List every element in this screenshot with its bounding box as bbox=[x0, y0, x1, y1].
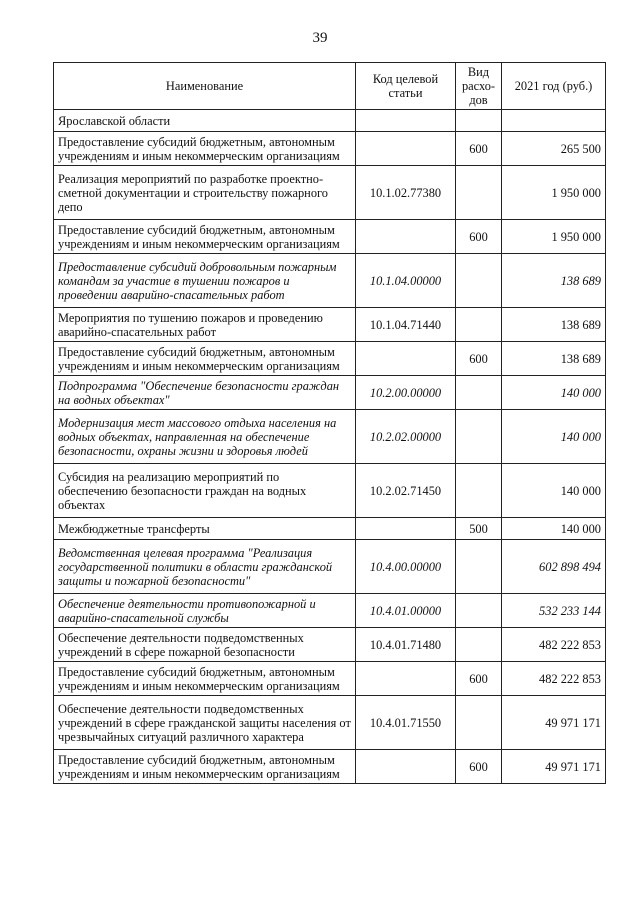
cell-name: Ведомственная целевая программа "Реализация государственной политики в области гражданской защиты и пожарной безопасности" bbox=[54, 540, 356, 594]
cell-name: Предоставление субсидий добровольным пожарным командам за участие в тушении пожаров и проведении аварийно-спасательных работ bbox=[54, 254, 356, 308]
cell-type bbox=[456, 540, 502, 594]
table-row bbox=[54, 464, 606, 518]
cell-code: 10.4.01.71550 bbox=[356, 696, 456, 750]
cell-type bbox=[456, 166, 502, 220]
cell-name: Подпрограмма "Обеспечение безопасности граждан на водных объектах" bbox=[54, 376, 356, 410]
cell-code bbox=[356, 220, 456, 254]
table-row bbox=[54, 220, 606, 254]
cell-code: 10.4.00.00000 bbox=[356, 540, 456, 594]
cell-code bbox=[356, 518, 456, 540]
table-row bbox=[54, 696, 606, 750]
cell-code bbox=[356, 110, 456, 132]
cell-type bbox=[456, 376, 502, 410]
header-type: Вид расхо-дов bbox=[456, 63, 502, 110]
cell-type: 600 bbox=[456, 220, 502, 254]
table-row bbox=[54, 750, 606, 784]
cell-type: 500 bbox=[456, 518, 502, 540]
cell-amount: 140 000 bbox=[502, 464, 606, 518]
cell-amount: 140 000 bbox=[502, 518, 606, 540]
cell-name: Межбюджетные трансферты bbox=[54, 518, 356, 540]
cell-name: Обеспечение деятельности подведомственных учреждений в сфере пожарной безопасности bbox=[54, 628, 356, 662]
table-row bbox=[54, 662, 606, 696]
cell-code: 10.2.02.00000 bbox=[356, 410, 456, 464]
header-code: Код целевой статьи bbox=[356, 63, 456, 110]
table-header-row bbox=[54, 63, 606, 110]
table-row bbox=[54, 518, 606, 540]
cell-code: 10.1.02.77380 bbox=[356, 166, 456, 220]
cell-code: 10.4.01.00000 bbox=[356, 594, 456, 628]
cell-type bbox=[456, 696, 502, 750]
cell-type bbox=[456, 308, 502, 342]
table-row bbox=[54, 628, 606, 662]
cell-amount: 140 000 bbox=[502, 376, 606, 410]
table-row bbox=[54, 110, 606, 132]
cell-code: 10.1.04.00000 bbox=[356, 254, 456, 308]
table-row bbox=[54, 166, 606, 220]
cell-name: Модернизация мест массового отдыха населения на водных объектах, направленная на обеспечение безопасности, охраны жизни и здоровья людей bbox=[54, 410, 356, 464]
table-row bbox=[54, 308, 606, 342]
cell-code: 10.2.00.00000 bbox=[356, 376, 456, 410]
cell-amount: 138 689 bbox=[502, 254, 606, 308]
cell-amount: 1 950 000 bbox=[502, 220, 606, 254]
budget-table bbox=[53, 62, 606, 784]
cell-amount: 138 689 bbox=[502, 308, 606, 342]
cell-type: 600 bbox=[456, 342, 502, 376]
header-amount: 2021 год (руб.) bbox=[502, 63, 606, 110]
cell-type: 600 bbox=[456, 662, 502, 696]
cell-amount: 140 000 bbox=[502, 410, 606, 464]
table-row bbox=[54, 594, 606, 628]
cell-name: Мероприятия по тушению пожаров и проведению аварийно-спасательных работ bbox=[54, 308, 356, 342]
table-row bbox=[54, 376, 606, 410]
cell-code bbox=[356, 132, 456, 166]
cell-name: Субсидия на реализацию мероприятий по обеспечению безопасности граждан на водных объектах bbox=[54, 464, 356, 518]
cell-type bbox=[456, 110, 502, 132]
table-row bbox=[54, 410, 606, 464]
cell-name: Предоставление субсидий бюджетным, автономным учреждениям и иным некоммерческим организациям bbox=[54, 342, 356, 376]
cell-type: 600 bbox=[456, 750, 502, 784]
cell-name: Обеспечение деятельности противопожарной и аварийно-спасательной службы bbox=[54, 594, 356, 628]
cell-name: Реализация мероприятий по разработке проектно-сметной документации и строительству пожарного депо bbox=[54, 166, 356, 220]
cell-code bbox=[356, 342, 456, 376]
cell-amount: 265 500 bbox=[502, 132, 606, 166]
cell-type bbox=[456, 254, 502, 308]
cell-amount: 482 222 853 bbox=[502, 628, 606, 662]
cell-name: Предоставление субсидий бюджетным, автономным учреждениям и иным некоммерческим организациям bbox=[54, 750, 356, 784]
cell-amount: 532 233 144 bbox=[502, 594, 606, 628]
cell-name: Предоставление субсидий бюджетным, автономным учреждениям и иным некоммерческим организациям bbox=[54, 662, 356, 696]
table-row bbox=[54, 132, 606, 166]
cell-code bbox=[356, 750, 456, 784]
cell-code: 10.4.01.71480 bbox=[356, 628, 456, 662]
cell-amount: 1 950 000 bbox=[502, 166, 606, 220]
cell-code bbox=[356, 662, 456, 696]
cell-name: Предоставление субсидий бюджетным, автономным учреждениям и иным некоммерческим организациям bbox=[54, 220, 356, 254]
cell-code: 10.1.04.71440 bbox=[356, 308, 456, 342]
table-row bbox=[54, 254, 606, 308]
cell-name: Предоставление субсидий бюджетным, автономным учреждениям и иным некоммерческим организациям bbox=[54, 132, 356, 166]
cell-amount bbox=[502, 110, 606, 132]
page-number: 39 bbox=[312, 30, 328, 46]
table-body bbox=[54, 110, 606, 784]
table-row bbox=[54, 540, 606, 594]
cell-type bbox=[456, 628, 502, 662]
table-row bbox=[54, 342, 606, 376]
cell-type bbox=[456, 410, 502, 464]
cell-type bbox=[456, 594, 502, 628]
cell-name: Ярославской области bbox=[54, 110, 356, 132]
cell-amount: 138 689 bbox=[502, 342, 606, 376]
cell-code: 10.2.02.71450 bbox=[356, 464, 456, 518]
cell-type: 600 bbox=[456, 132, 502, 166]
cell-name: Обеспечение деятельности подведомственных учреждений в сфере гражданской защиты населения от чрезвычайных ситуаций различного характера bbox=[54, 696, 356, 750]
cell-amount: 602 898 494 bbox=[502, 540, 606, 594]
header-name: Наименование bbox=[54, 63, 356, 110]
cell-amount: 49 971 171 bbox=[502, 696, 606, 750]
cell-type bbox=[456, 464, 502, 518]
cell-amount: 482 222 853 bbox=[502, 662, 606, 696]
cell-amount: 49 971 171 bbox=[502, 750, 606, 784]
